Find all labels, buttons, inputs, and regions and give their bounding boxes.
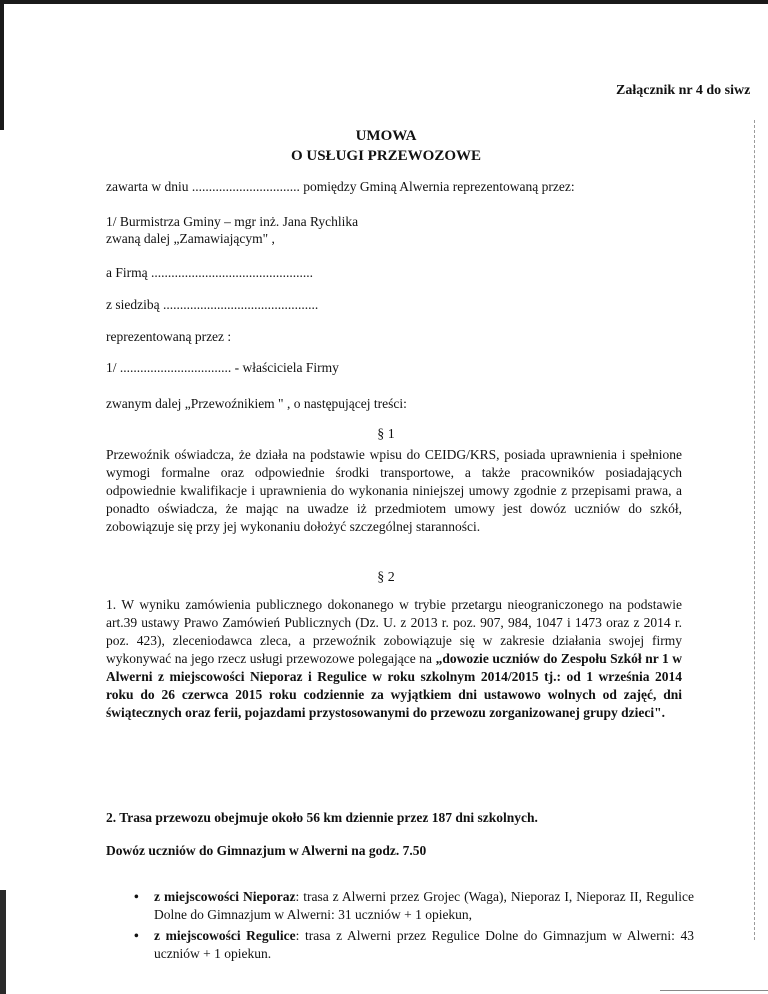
- route-bullet-list: [134, 888, 694, 966]
- route-text: : trasa z Alwerni przez Regulice Dolne do Gimnazjum w Alwerni: 43 uczniów + 1 opiekun.: [154, 928, 694, 961]
- document-subtitle: O USŁUGI PRZEWOZOWE: [290, 148, 482, 164]
- scan-edge-left-bottom: [0, 890, 6, 994]
- section-1-heading: § 1: [377, 427, 395, 442]
- section-1-paragraph: Przewoźnik oświadcza, że działa na podstawie wpisu do CEIDG/KRS, posiada uprawnienia i spełnione wymogi formalne oraz odpowiednie środki transportowe, a także pracowników posiadających odpowiednie kwalifikacje i uprawnienia do wykonania niniejszej umowy zgodnie z przepisami prawa, a ponadto oświadcza, że mając na uwadze iż przedmiotem umowy jest dowóz uczniów do szkół, zobowiązuje się przy jej wykonaniu dołożyć szczególnej staranności.: [106, 447, 682, 534]
- concluded-line: zawarta w dniu ................................ pomiędzy Gminą Alwernia reprezentowaną przez:: [106, 179, 575, 194]
- attachment-label: Załącznik nr 4 do siwz: [616, 83, 751, 98]
- company-line: a Firmą ................................................: [106, 265, 313, 280]
- bullet-icon: •: [134, 889, 139, 904]
- scan-binding-marks: [754, 120, 756, 940]
- route-text: : trasa z Alwerni przez Grojec (Waga), Nieporaz I, Nieporaz II, Regulice Dolne do Gimnazjum w Alwerni: 31 uczniów + 1 opiekun,: [154, 889, 695, 922]
- route-label: z miejscowości Nieporaz: [154, 889, 296, 904]
- orderer-line: zwaną dalej „Zamawiającym" ,: [106, 231, 275, 246]
- document-title: UMOWA: [355, 128, 417, 144]
- carrier-line: zwanym dalej „Przewoźnikiem " , o następującej treści:: [106, 396, 407, 411]
- represented-by-line: reprezentowaną przez :: [106, 329, 232, 344]
- owner-line: 1/ ................................. - właściciela Firmy: [106, 360, 339, 375]
- seat-line: z siedzibą ..............................................: [106, 297, 319, 312]
- scan-edge-bottom: [660, 990, 768, 991]
- scan-edge-top: [0, 0, 768, 4]
- scan-edge-left: [0, 0, 4, 130]
- section-2-paragraph-1: [106, 596, 682, 722]
- bullet-icon: •: [134, 928, 139, 943]
- section-2-paragraph-1-body: [106, 596, 682, 722]
- representative-line: 1/ Burmistrza Gminy – mgr inż. Jana Rychlika: [106, 214, 359, 229]
- section-2-normal-text: 1. W wyniku zamówienia publicznego dokonanego w trybie przetargu nieograniczonego na podstawie art.39 ustawy Prawo Zamówień Publicznych (Dz. U. z 2013 r. poz. 907, 984, 1047 i 1473 oraz z 2014 r. poz. 423), zleceniodawca zleca, a przewoźnik zobowiązuje się w zakresie działania swojej firmy wykonywać na jego rzecz usługi przewozowe polegające na: [106, 597, 682, 666]
- section-2-heading: § 2: [377, 570, 395, 585]
- route-label: z miejscowości Regulice: [154, 928, 296, 943]
- route-bullet-regulice: [134, 927, 694, 963]
- route-bullet-nieporaz: [134, 888, 694, 924]
- section-2-route-length: 2. Trasa przewozu obejmuje około 56 km dziennie przez 187 dni szkolnych.: [106, 810, 538, 825]
- section-2-transport-time: Dowóz uczniów do Gimnazjum w Alwerni na godz. 7.50: [106, 843, 427, 858]
- section-2-bold-text: „dowozie uczniów do Zespołu Szkół nr 1 w Alwerni z miejscowości Nieporaz i Regulice w roku szkolnym 2014/2015 tj.: od 1 września 2014 roku do 26 czerwca 2015 roku codziennie za wyjątkiem dni ustawowo wolnych od zajęć, dni świątecznych oraz ferii, pojazdami przystosowanymi do przewozu zorganizowanej grupy dzieci".: [106, 651, 683, 720]
- section-1-text: [106, 446, 682, 536]
